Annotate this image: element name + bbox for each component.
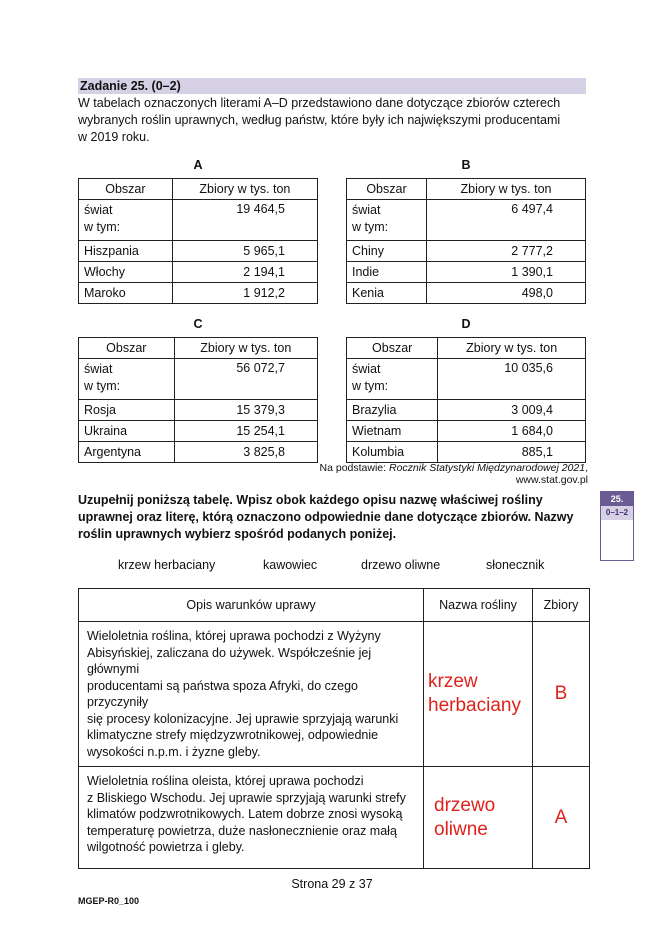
answer-plant-1[interactable]: krzew herbaciany bbox=[424, 622, 533, 767]
col-description: Opis warunków uprawy bbox=[79, 589, 424, 622]
table-b-letter: B bbox=[461, 158, 471, 172]
table-c bbox=[78, 337, 318, 463]
world-value: 19 464,5 bbox=[172, 200, 317, 241]
plant-option: krzew herbaciany bbox=[118, 558, 216, 572]
country: Ukraina bbox=[79, 421, 175, 442]
col-value: Zbiory w tys. ton bbox=[174, 338, 317, 359]
plant-option: drzewo oliwne bbox=[361, 558, 441, 572]
table-d bbox=[346, 337, 586, 463]
table-d-letter: D bbox=[461, 317, 471, 331]
country: Maroko bbox=[79, 283, 173, 304]
col-value: Zbiory w tys. ton bbox=[438, 338, 586, 359]
country: Włochy bbox=[79, 262, 173, 283]
world-value: 6 497,4 bbox=[426, 200, 585, 241]
country: Hiszpania bbox=[79, 241, 173, 262]
col-area: Obszar bbox=[79, 179, 173, 200]
table-c-letter: C bbox=[193, 317, 203, 331]
description-1: Wieloletnia roślina, której uprawa pochodzi z Wyżyny Abisyńskiej, zaliczana do używek. Współcześnie jej głównymi producentami są państwa spoza Afryki, do czego przyczyniły się procesy kolonizacyjne. Jej uprawie sprzyjają warunki klimatyczne strefy międzyzwrotnikowej, odpowiednie wysokości n.p.m. i żyzne gleby. bbox=[79, 622, 424, 767]
table-a bbox=[78, 178, 318, 304]
plant-option: kawowiec bbox=[263, 558, 318, 572]
table-a-letter: A bbox=[193, 158, 203, 172]
country: Brazylia bbox=[347, 400, 438, 421]
world-cell: świat w tym: bbox=[79, 359, 175, 400]
country: Wietnam bbox=[347, 421, 438, 442]
value: 1 912,2 bbox=[172, 283, 317, 304]
answer-letter-1[interactable]: B bbox=[533, 622, 590, 767]
intro-line: w 2019 roku. bbox=[78, 130, 150, 144]
score-box bbox=[600, 491, 634, 561]
answer-plant-2[interactable]: drzewo oliwne bbox=[424, 767, 533, 869]
page-number: Strona 29 z 37 bbox=[291, 877, 373, 891]
plant-option: słonecznik bbox=[486, 558, 545, 572]
col-value: Zbiory w tys. ton bbox=[426, 179, 585, 200]
country: Kenia bbox=[347, 283, 427, 304]
value: 15 254,1 bbox=[174, 421, 317, 442]
description-2: Wieloletnia roślina oleista, której uprawa pochodzi z Bliskiego Wschodu. Jej uprawie sprzyjają warunki strefy klimatów podzwrotnikowych. Latem dobrze znosi wysoką temperaturę powietrza, duże nasłonecznienie oraz małą wilgotność powietrza i gleby. bbox=[79, 767, 424, 869]
value: 3 825,8 bbox=[174, 442, 317, 463]
col-area: Obszar bbox=[347, 179, 427, 200]
col-letter: Zbiory bbox=[533, 589, 590, 622]
world-value: 10 035,6 bbox=[438, 359, 586, 400]
source-note: Na podstawie: Rocznik Statystyki Międzynarodowej 2021, www.stat.gov.pl bbox=[319, 462, 588, 486]
answer-letter-2[interactable]: A bbox=[533, 767, 590, 869]
col-value: Zbiory w tys. ton bbox=[172, 179, 317, 200]
value: 498,0 bbox=[426, 283, 585, 304]
intro-line: wybranych roślin uprawnych, według państw, które były ich największymi producentami bbox=[78, 113, 561, 127]
instruction-line: Uzupełnij poniższą tabelę. Wpisz obok każdego opisu nazwę właściwej rośliny bbox=[78, 493, 543, 507]
country: Argentyna bbox=[79, 442, 175, 463]
world-cell: świat w tym: bbox=[347, 359, 438, 400]
table-b bbox=[346, 178, 586, 304]
world-cell: świat w tym: bbox=[79, 200, 173, 241]
col-area: Obszar bbox=[347, 338, 438, 359]
score-blank bbox=[601, 520, 633, 560]
answer-table bbox=[78, 588, 590, 869]
instruction bbox=[78, 492, 588, 543]
world-cell: świat w tym: bbox=[347, 200, 427, 241]
country: Kolumbia bbox=[347, 442, 438, 463]
value: 1 390,1 bbox=[426, 262, 585, 283]
instruction-line: roślin uprawnych wybierz spośród podanych poniżej. bbox=[78, 527, 397, 541]
exam-code: MGEP-R0_100 bbox=[78, 896, 140, 906]
value: 2 777,2 bbox=[426, 241, 585, 262]
value: 1 684,0 bbox=[438, 421, 586, 442]
task-number: 25. bbox=[601, 492, 633, 506]
task-intro bbox=[78, 95, 588, 146]
value: 15 379,3 bbox=[174, 400, 317, 421]
value: 3 009,4 bbox=[438, 400, 586, 421]
intro-line: W tabelach oznaczonych literami A–D przedstawiono dane dotyczące zbiorów czterech bbox=[78, 96, 561, 110]
world-value: 56 072,7 bbox=[174, 359, 317, 400]
country: Indie bbox=[347, 262, 427, 283]
col-area: Obszar bbox=[79, 338, 175, 359]
instruction-line: uprawnej oraz literę, którą oznaczono odpowiednie dane dotyczące zbiorów. Nazwy bbox=[78, 510, 574, 524]
task-title: Zadanie 25. (0–2) bbox=[78, 78, 586, 94]
score-range: 0–1–2 bbox=[601, 506, 633, 520]
value: 885,1 bbox=[438, 442, 586, 463]
country: Rosja bbox=[79, 400, 175, 421]
value: 2 194,1 bbox=[172, 262, 317, 283]
value: 5 965,1 bbox=[172, 241, 317, 262]
country: Chiny bbox=[347, 241, 427, 262]
col-plant-name: Nazwa rośliny bbox=[424, 589, 533, 622]
